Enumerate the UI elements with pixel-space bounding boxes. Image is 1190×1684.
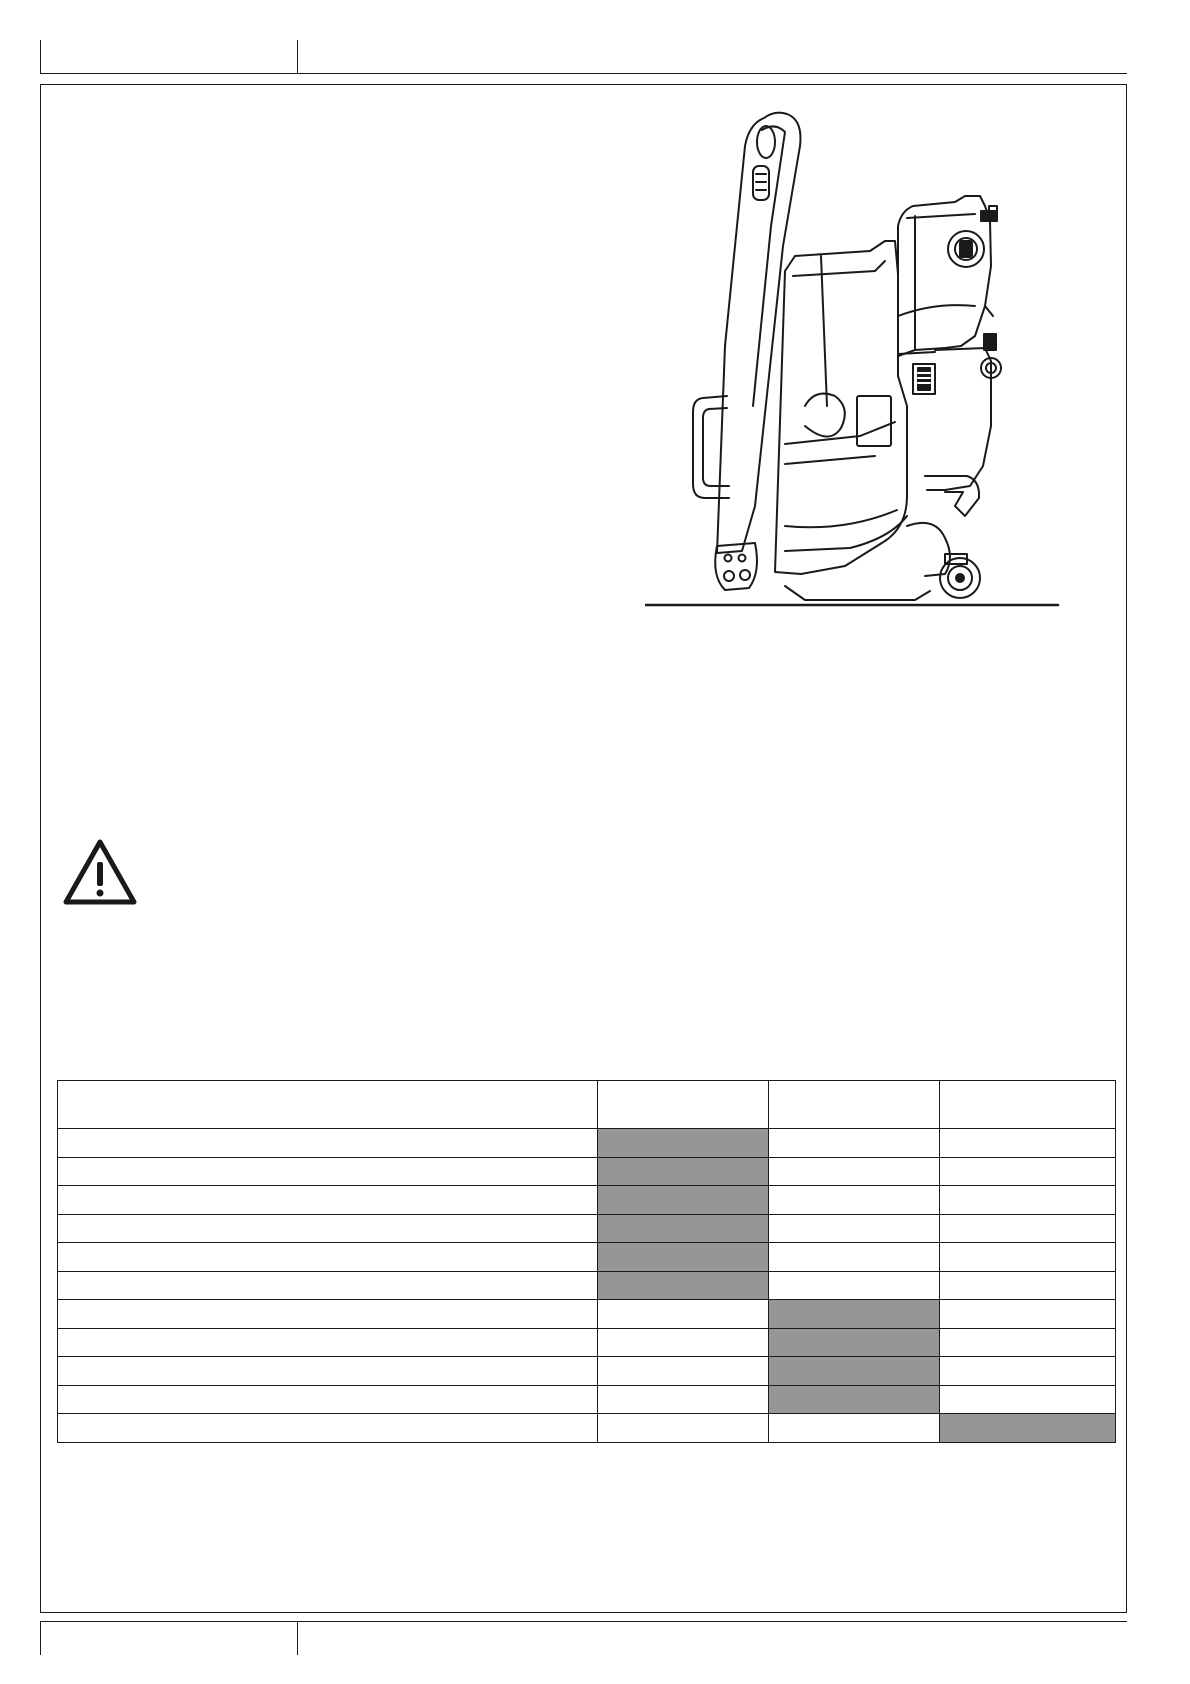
interval-cell: [598, 1385, 769, 1414]
marked-interval-cell: [598, 1243, 769, 1272]
interval-cell: [598, 1414, 769, 1443]
row-label: [58, 1243, 598, 1272]
interval-cell: [598, 1357, 769, 1386]
table-row: [58, 1414, 1116, 1443]
interval-cell: [598, 1328, 769, 1357]
marked-interval-cell: [598, 1157, 769, 1186]
marked-interval-cell: [598, 1271, 769, 1300]
marked-interval-cell: [940, 1414, 1116, 1443]
row-label: [58, 1385, 598, 1414]
interval-cell: [769, 1243, 940, 1272]
interval-cell: [940, 1300, 1116, 1329]
column-header-interval-3: [940, 1081, 1116, 1129]
column-header-interval-1: [598, 1081, 769, 1129]
interval-cell: [940, 1243, 1116, 1272]
marked-interval-cell: [769, 1385, 940, 1414]
row-label: [58, 1414, 598, 1443]
interval-cell: [769, 1214, 940, 1243]
interval-cell: [769, 1271, 940, 1300]
row-label: [58, 1271, 598, 1300]
interval-cell: [940, 1214, 1116, 1243]
footer-divider: [297, 1621, 298, 1655]
table-row: [58, 1186, 1116, 1215]
interval-cell: [940, 1157, 1116, 1186]
table-row: [58, 1243, 1116, 1272]
row-label: [58, 1357, 598, 1386]
row-label: [58, 1214, 598, 1243]
interval-cell: [769, 1129, 940, 1158]
row-label: [58, 1328, 598, 1357]
interval-cell: [940, 1129, 1116, 1158]
table-header-row: [58, 1081, 1116, 1129]
warning-triangle-icon: [62, 838, 138, 906]
interval-cell: [769, 1186, 940, 1215]
interval-cell: [940, 1271, 1116, 1300]
footer-rule: [40, 1621, 1127, 1622]
column-header-procedure: [58, 1081, 598, 1129]
row-label: [58, 1300, 598, 1329]
table-row: [58, 1385, 1116, 1414]
column-header-interval-2: [769, 1081, 940, 1129]
interval-cell: [598, 1300, 769, 1329]
table-row: [58, 1300, 1116, 1329]
floor-scrubber-illustration: [645, 106, 1065, 611]
interval-cell: [940, 1385, 1116, 1414]
table-row: [58, 1214, 1116, 1243]
header-divider: [297, 40, 298, 73]
table-row: [58, 1157, 1116, 1186]
marked-interval-cell: [769, 1357, 940, 1386]
table-body: [58, 1129, 1116, 1443]
interval-cell: [769, 1157, 940, 1186]
row-label: [58, 1186, 598, 1215]
marked-interval-cell: [598, 1214, 769, 1243]
interval-cell: [940, 1186, 1116, 1215]
table-row: [58, 1129, 1116, 1158]
row-label: [58, 1157, 598, 1186]
row-label: [58, 1129, 598, 1158]
marked-interval-cell: [769, 1328, 940, 1357]
maintenance-schedule-table: [57, 1080, 1116, 1443]
interval-cell: [769, 1414, 940, 1443]
table-row: [58, 1328, 1116, 1357]
header-left-edge: [40, 40, 41, 73]
interval-cell: [940, 1328, 1116, 1357]
marked-interval-cell: [769, 1300, 940, 1329]
footer-left-edge: [40, 1621, 41, 1655]
header-rule: [40, 73, 1127, 74]
interval-cell: [940, 1357, 1116, 1386]
table-row: [58, 1271, 1116, 1300]
table-row: [58, 1357, 1116, 1386]
marked-interval-cell: [598, 1186, 769, 1215]
marked-interval-cell: [598, 1129, 769, 1158]
